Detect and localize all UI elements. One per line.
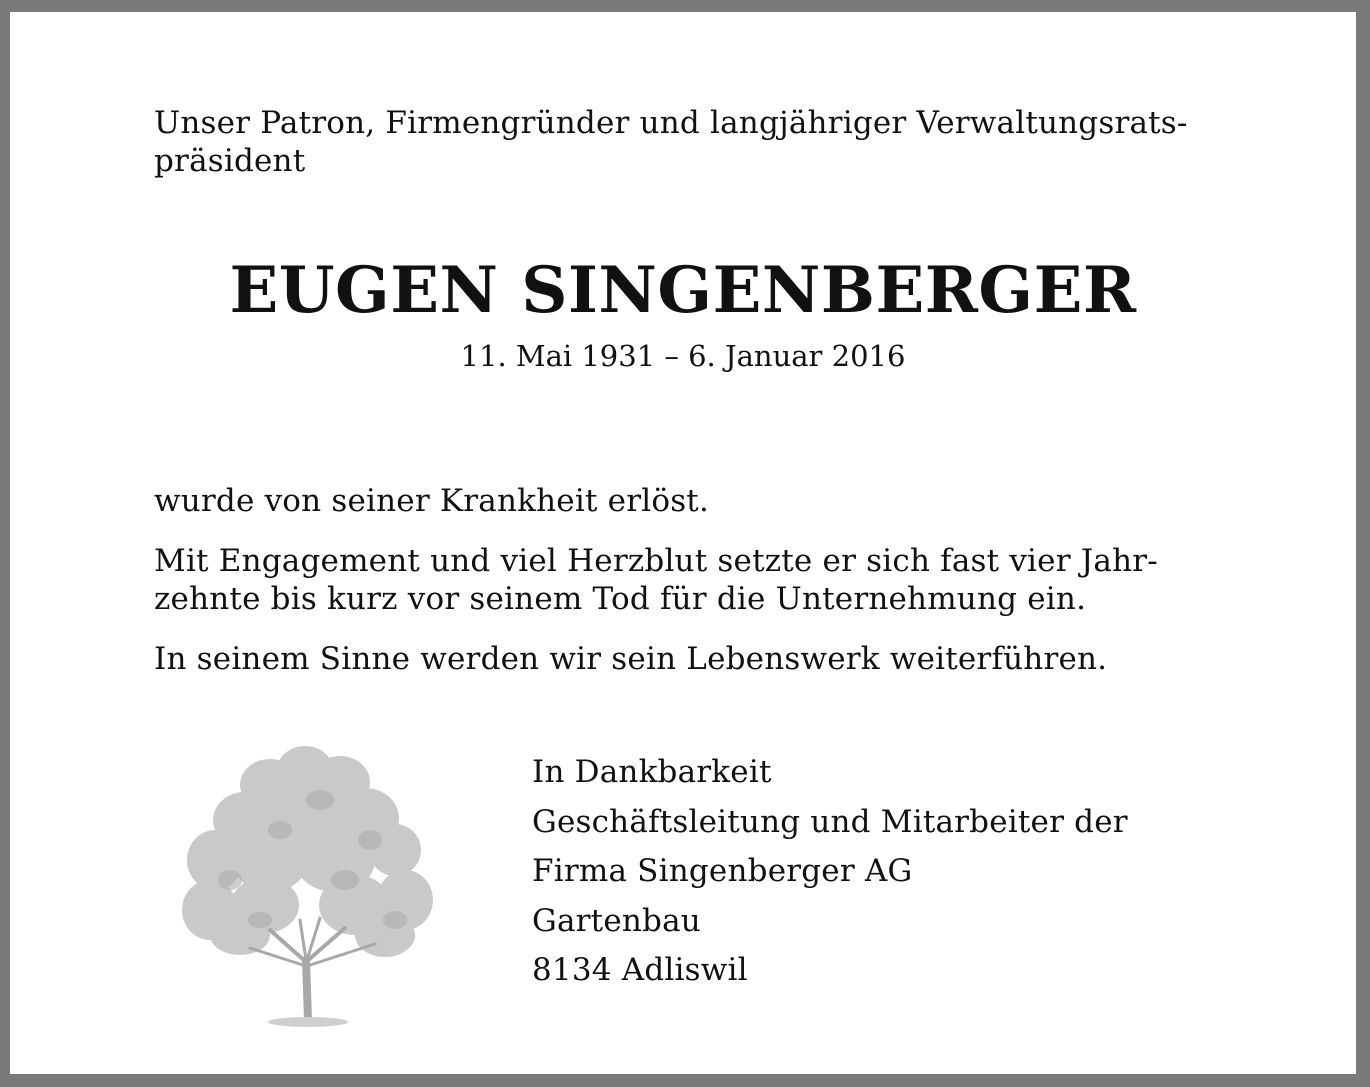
intro-line-1: Unser Patron, Firmengründer und langjähriger Verwaltungsrats- <box>154 105 1188 141</box>
paragraph-engagement <box>154 542 1254 618</box>
paragraph-engagement-line-1: Mit Engagement und viel Herzblut setzte er sich fast vier Jahr- <box>154 543 1158 579</box>
obituary-notice <box>10 12 1356 1074</box>
deceased-name: EUGEN SINGENBERGER <box>229 253 1137 328</box>
signature-block <box>532 748 1232 996</box>
signature-line-5: 8134 Adliswil <box>532 952 748 988</box>
signature-line-2: Geschäftsleitung und Mitarbeiter der <box>532 803 1128 840</box>
signature-line-1: In Dankbarkeit <box>532 754 772 790</box>
signature-line-4: Gartenbau <box>532 902 701 939</box>
intro-line-2: präsident <box>154 143 306 179</box>
paragraph-relieved: wurde von seiner Krankheit erlöst. <box>154 483 710 519</box>
notice-body <box>154 482 1254 700</box>
tree-icon <box>170 730 440 1030</box>
paragraph-legacy: In seinem Sinne werden wir sein Lebenswerk weiterführen. <box>154 641 1108 677</box>
paragraph-engagement-line-2: zehnte bis kurz vor seinem Tod für die Unternehmung ein. <box>154 581 1087 617</box>
life-dates: 11. Mai 1931 – 6. Januar 2016 <box>460 339 906 373</box>
signature-line-3: Firma Singenberger AG <box>532 853 913 889</box>
intro-text <box>154 104 1214 180</box>
